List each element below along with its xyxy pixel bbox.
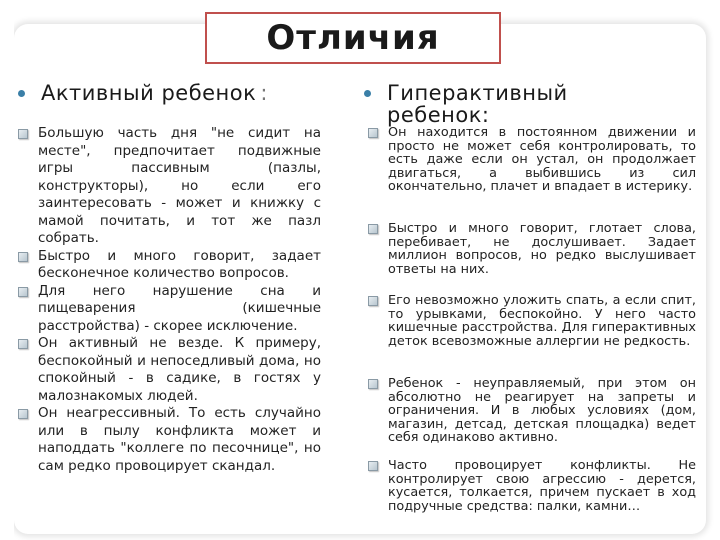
left-list xyxy=(18,125,321,475)
checkbox-bullet-icon xyxy=(18,339,28,349)
checkbox-bullet-icon xyxy=(18,252,28,262)
checkbox-bullet-icon xyxy=(18,129,28,139)
left-heading-text: Активный ребенок xyxy=(41,81,257,105)
checkbox-bullet-icon xyxy=(368,224,378,234)
checkbox-bullet-icon xyxy=(368,128,378,138)
left-column-heading xyxy=(18,82,268,104)
list-item: Для него нарушение сна и пищеварения (кишечные расстройства) - скорее исключение. xyxy=(18,283,321,336)
right-column-heading xyxy=(364,82,664,126)
heading-bullet-icon xyxy=(364,90,371,97)
list-item: Он находится в постоянном движении и просто не может себя контролировать, то есть даже если он устал, он продолжает двигаться, а выбившись из сил окончательно, плачет и впадает в истерику. xyxy=(366,126,696,194)
heading-bullet-icon xyxy=(18,90,25,97)
left-margin xyxy=(0,0,14,540)
checkbox-bullet-icon xyxy=(18,409,28,419)
checkbox-bullet-icon xyxy=(368,296,378,306)
list-item: Ребенок - неуправляемый, при этом он абсолютно не реагирует на запреты и ограничения. И в любых условиях (дом, магазин, детсад, детская площадка) ведет себя одинаково активно. xyxy=(366,377,696,445)
right-list xyxy=(366,126,696,521)
page-title: Отличия xyxy=(266,18,440,58)
list-item: Быстро и много говорит, глотает слова, перебивает, не дослушивает. Задает миллион вопросов, но редко выслушивает ответы на них. xyxy=(366,222,696,276)
list-item: Часто провоцирует конфликты. Не контролирует свою агрессию - дерется, кусается, толкается, причем пускает в ход подручные средства: палки, камни… xyxy=(366,459,696,513)
list-item: Он активный не везде. К примеру, беспокойный и непоседливый дома, но спокойный - в садике, в гостях у малознакомых людей. xyxy=(18,335,321,405)
list-item: Большую часть дня "не сидит на месте", предпочитает подвижные игры пассивным (пазлы, конструкторы), но если его заинтересовать - может и книжку с мамой почитать, и тот же пазл собрать. xyxy=(18,125,321,248)
checkbox-bullet-icon xyxy=(18,287,28,297)
list-item: Его невозможно уложить спать, а если спит, то урывками, беспокойно. У него часто кишечные расстройства. Для гиперактивных деток всевозможные аллергии не редкость. xyxy=(366,294,696,348)
list-item: Он неагрессивный. То есть случайно или в пылу конфликта может и наподдать "коллеге по песочнице", но сам редко провоцирует скандал. xyxy=(18,405,321,475)
right-heading-text: Гиперактивный ребенок: xyxy=(387,81,568,127)
checkbox-bullet-icon xyxy=(368,379,378,389)
checkbox-bullet-icon xyxy=(368,461,378,471)
list-item: Быстро и много говорит, задает бесконечное количество вопросов. xyxy=(18,248,321,283)
title-box xyxy=(205,12,501,64)
left-heading-colon: : xyxy=(260,81,268,105)
